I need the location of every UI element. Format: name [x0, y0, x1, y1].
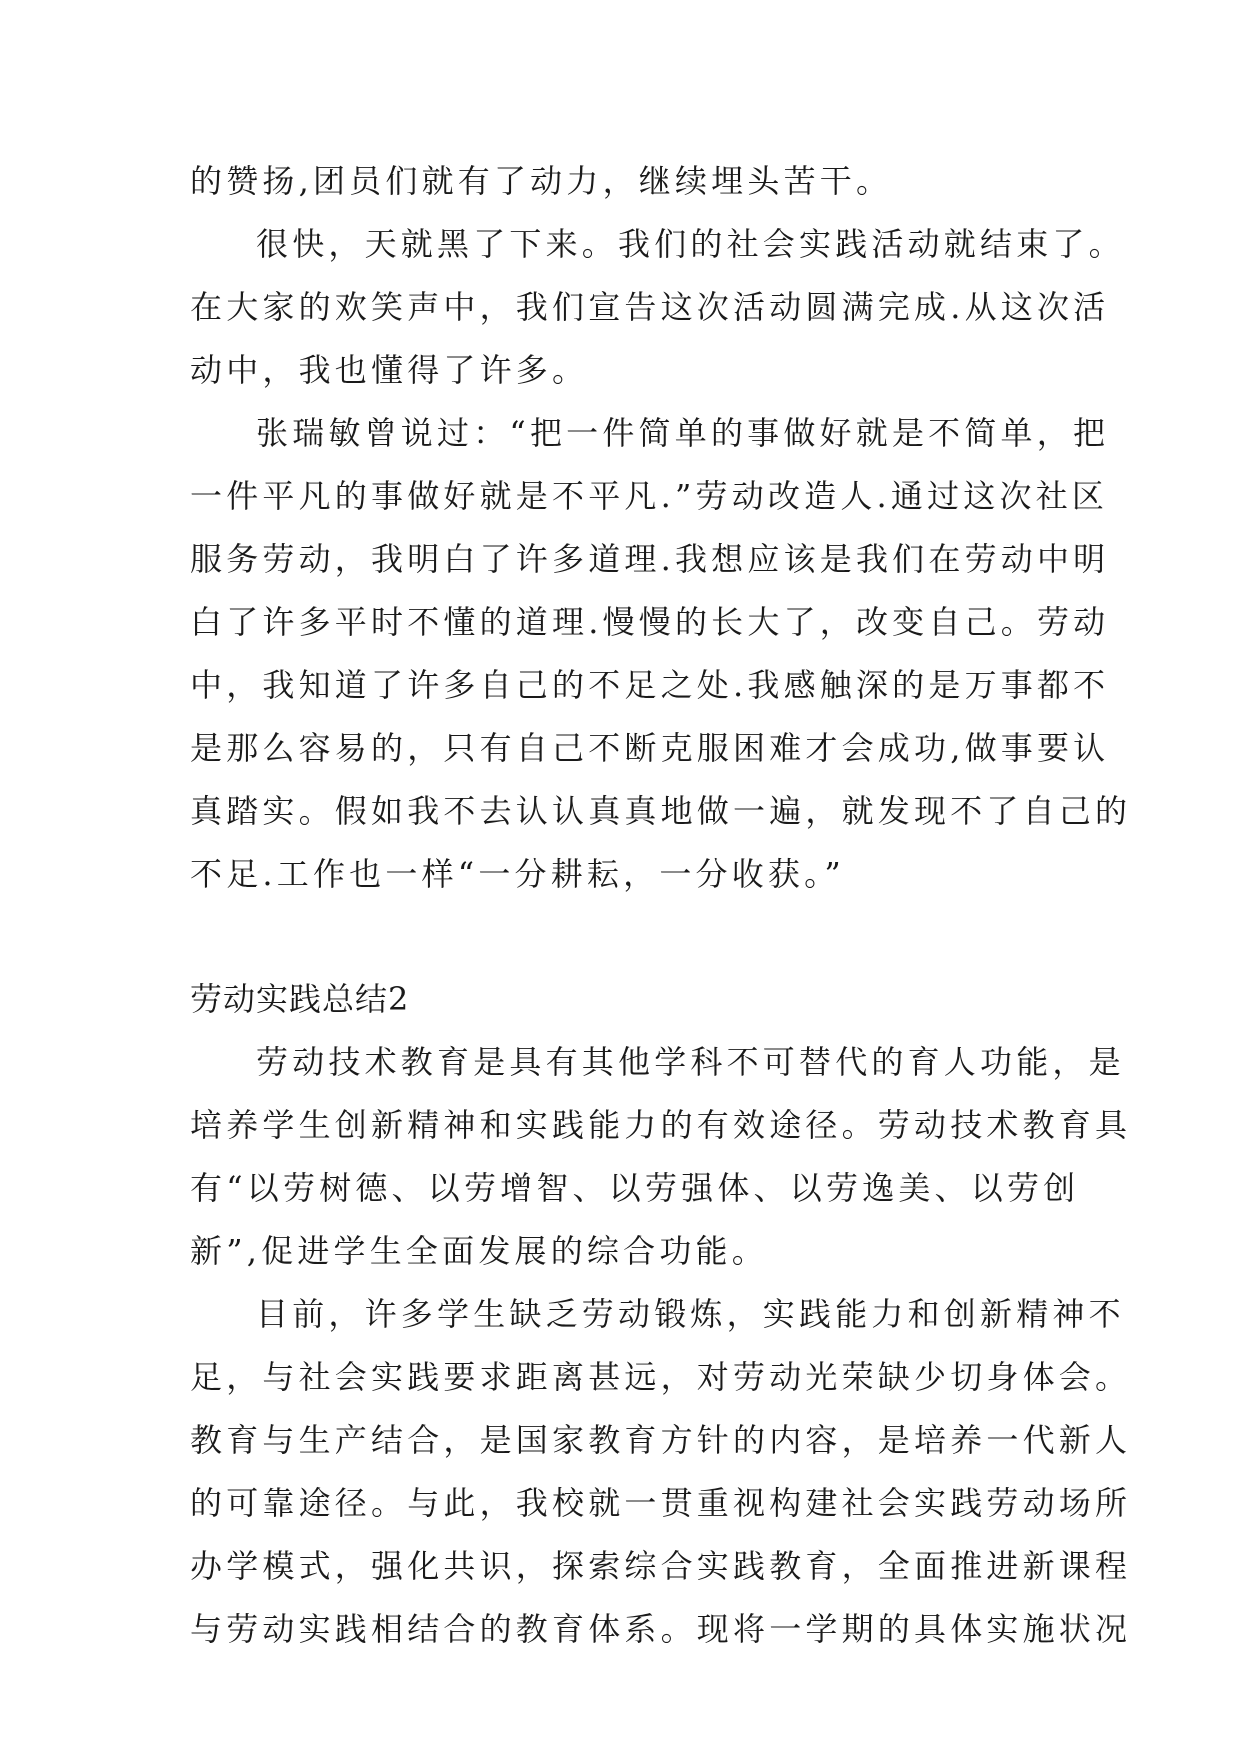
paragraph-line: 服务劳动，我明白了许多道理.我想应该是我们在劳动中明: [190, 540, 1110, 578]
paragraph-line: 培养学生创新精神和实践能力的有效途径。劳动技术教育具: [190, 1106, 1132, 1144]
paragraph-line: 不足.工作也一样“一分耕耘，一分收获。”: [190, 855, 845, 893]
paragraph-line: 白了许多平时不懂的道理.慢慢的长大了，改变自己。劳动: [190, 603, 1110, 641]
paragraph-line: 的可靠途径。与此，我校就一贯重视构建社会实践劳动场所: [190, 1484, 1132, 1522]
paragraph-line: 真踏实。假如我不去认认真真地做一遍，就发现不了自己的: [190, 792, 1132, 830]
paragraph-line: 一件平凡的事做好就是不平凡.”劳动改造人.通过这次社区: [190, 477, 1109, 515]
section-heading: 劳动实践总结2: [190, 980, 410, 1018]
section-spacer: [190, 906, 1060, 968]
section-2: [190, 968, 1132, 1661]
paragraph-line: 动中，我也懂得了许多。: [190, 351, 589, 389]
paragraph-line: 新”,促进学生全面发展的综合功能。: [190, 1232, 768, 1270]
paragraph-line: 在大家的欢笑声中，我们宣告这次活动圆满完成.从这次活: [190, 288, 1110, 326]
paragraph-line: 办学模式，强化共识，探索综合实践教育，全面推进新课程: [190, 1547, 1132, 1585]
paragraph-line: 足，与社会实践要求距离甚远，对劳动光荣缺少切身体会。: [190, 1358, 1132, 1396]
paragraph-line: 是那么容易的，只有自己不断克服困难才会成功,做事要认: [190, 729, 1110, 767]
paragraph-line: 的赞扬,团员们就有了动力，继续埋头苦干。: [190, 162, 893, 200]
paragraph-line: 与劳动实践相结合的教育体系。现将一学期的具体实施状况: [190, 1610, 1132, 1648]
paragraph-line: 有“以劳树德、以劳增智、以劳强体、以劳逸美、以劳创: [190, 1169, 1080, 1207]
paragraph-line: 教育与生产结合，是国家教育方针的内容，是培养一代新人: [190, 1421, 1132, 1459]
paragraph-line: 劳动技术教育是具有其他学科不可替代的育人功能，是: [256, 1043, 1125, 1081]
document-page: [190, 150, 1132, 1661]
paragraph-line: 中，我知道了许多自己的不足之处.我感触深的是万事都不: [190, 666, 1110, 704]
paragraph-line: 很快，天就黑了下来。我们的社会实践活动就结束了。: [256, 225, 1125, 263]
section-1: [190, 150, 1132, 906]
paragraph-line: 目前，许多学生缺乏劳动锻炼，实践能力和创新精神不: [256, 1295, 1125, 1333]
paragraph-line: 张瑞敏曾说过：“把一件简单的事做好就是不简单，把: [256, 414, 1110, 452]
